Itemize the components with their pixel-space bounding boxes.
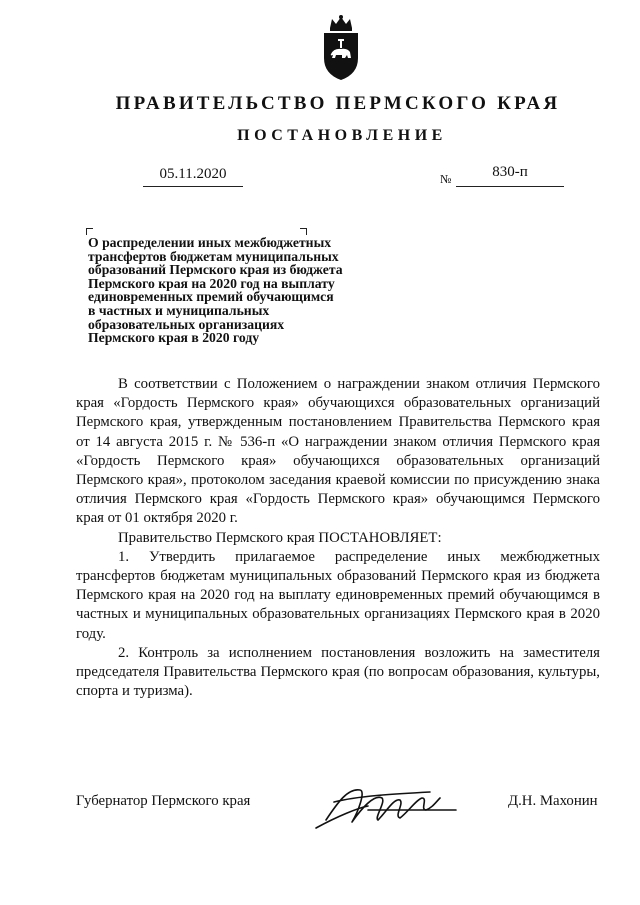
document-number: 830-п bbox=[456, 164, 564, 187]
body-paragraph: 1. Утвердить прилагаемое распределение иных межбюджетных трансфертов бюджетам муниципальных образований Пермского края из бюджета Пермского края на 2020 год на выплату единовременных премий обучающимся в частных и муниципальных образовательных организациях Пермского края в 2020 году. bbox=[76, 548, 600, 642]
body-paragraph: 2. Контроль за исполнением постановления возложить на заместителя председателя Правительства Пермского края (по вопросам образования, культуры, спорта и туризма). bbox=[76, 644, 600, 700]
document-date: 05.11.2020 bbox=[143, 166, 243, 187]
subject-line: Пермского края на 2020 год на выплату bbox=[88, 275, 335, 291]
document-type: ПОСТАНОВЛЕНИЕ bbox=[237, 127, 447, 144]
signer-role: Губернатор Пермского края bbox=[76, 793, 251, 809]
government-title: ПРАВИТЕЛЬСТВО ПЕРМСКОГО КРАЯ bbox=[115, 93, 561, 114]
body-paragraph: В соответствии с Положением о награждении знаком отличия Пермского края «Гордость Пермского края» обучающихся образовательных организаций Пермского края, утвержденным постановлением Правительства Пермского края от 14 августа 2015 г. № 536-п «О награждении знаком отличия Пермского края «Гордость Пермского края» обучающихся образовательных организаций Пермского края», протоколом заседания краевой комиссии по присуждению знака отличия Пермского края «Гордость Пермского края» обучающимся Пермского края от 01 октября 2020 г. bbox=[76, 376, 600, 527]
signer-name: Д.Н. Махонин bbox=[508, 793, 598, 809]
subject-line: Пермского края в 2020 году bbox=[88, 330, 260, 346]
body-paragraph: Правительство Пермского края ПОСТАНОВЛЯЕТ: bbox=[118, 529, 442, 546]
document-subject bbox=[88, 236, 388, 345]
number-sign: № bbox=[440, 172, 452, 186]
subject-line: образований Пермского края из бюджета bbox=[88, 262, 343, 278]
subject-line: трансфертов бюджетам муниципальных bbox=[88, 248, 339, 264]
perm-krai-coat-of-arms-icon bbox=[318, 14, 364, 84]
subject-line: О распределении иных межбюджетных bbox=[88, 235, 332, 250]
handwritten-signature-icon bbox=[308, 772, 458, 834]
subject-line: единовременных премий обучающимся bbox=[88, 289, 334, 305]
subject-line: образовательных организациях bbox=[88, 316, 285, 332]
subject-line: в частных и муниципальных bbox=[88, 302, 270, 318]
subject-corner-mark-right bbox=[300, 228, 307, 235]
document-body bbox=[76, 375, 600, 701]
subject-corner-mark-left bbox=[86, 228, 93, 235]
